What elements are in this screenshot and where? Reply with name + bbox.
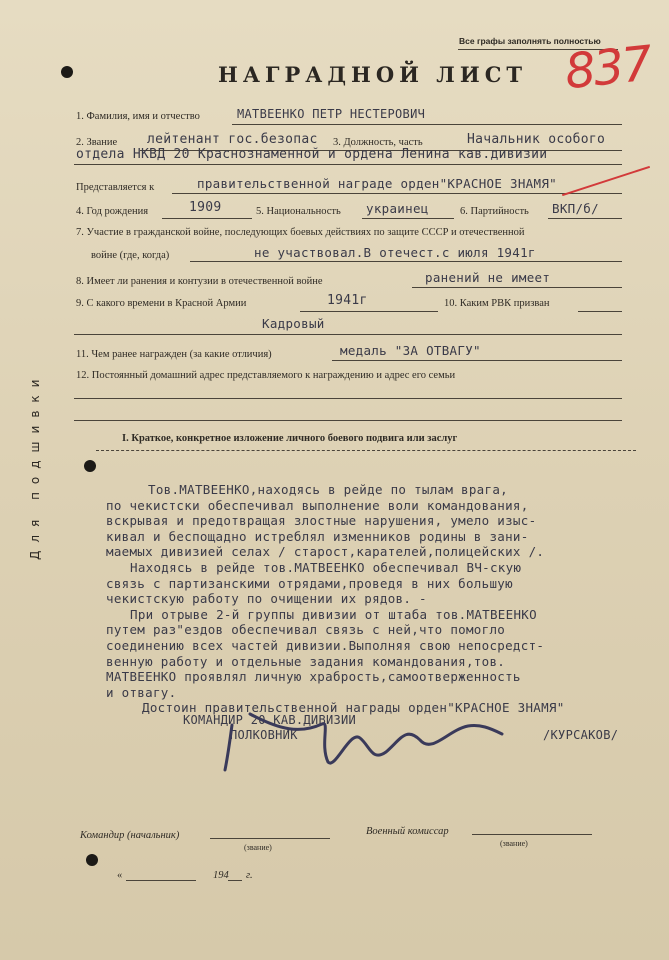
field-3-value-line2: отдела НКВД 20 Краснознаменной и ордена Ленина кав.дивизии: [76, 147, 548, 162]
red-record-number: 837: [562, 35, 654, 101]
commander-rank-label: (звание): [244, 843, 272, 852]
deed-line: путем раз"ездов обеспечивал связь с ней,что помогло: [106, 622, 506, 638]
deed-description: [106, 482, 658, 716]
field-6-line: [548, 218, 622, 219]
commissar-label: Военный комиссар: [366, 826, 449, 837]
commissar-line: [472, 834, 592, 835]
field-11-label: 11. Чем ранее награжден (за какие отличия): [76, 349, 272, 360]
field-7-label-line1: 7. Участие в гражданской войне, последующих боевых действиях по защите СССР и отечественной: [76, 227, 525, 238]
deed-line: связь с партизанскими отрядами,проведя в них большую: [106, 575, 513, 591]
punch-hole-middle: [84, 460, 96, 472]
date-line: [126, 880, 196, 881]
field-4-line: [162, 218, 252, 219]
deed-line: Находясь в рейде тов.МАТВЕЕНКО обеспечивал ВЧ-скую: [130, 559, 522, 575]
field-12-line1: [74, 398, 622, 399]
field-10-label: 10. Каким РВК призван: [444, 298, 550, 309]
deed-line: по чекистски обеспечивал выполнение воли командования,: [106, 497, 529, 513]
date-year-line: [228, 880, 242, 881]
field-3-label: 3. Должность, часть: [333, 137, 423, 148]
field-5-value: украинец: [366, 201, 429, 216]
commissar-rank-label: (звание): [500, 839, 528, 848]
field-6-value: ВКП/б/: [552, 201, 599, 216]
field-11-value: медаль "ЗА ОТВАГУ": [340, 343, 481, 358]
field-8-label: 8. Имеет ли ранения и контузии в отечественной войне: [76, 276, 323, 287]
deed-line: кивал и беспощадно истреблял изменников родины в зани-: [106, 528, 529, 544]
field-2-label: 2. Звание: [76, 137, 118, 148]
deed-line: Достоин правительственной награды орден"КРАСНОЕ ЗНАМЯ": [142, 700, 565, 716]
field-12-line2: [74, 420, 622, 421]
date-suffix: г.: [246, 870, 253, 881]
date-year: 194: [213, 870, 229, 881]
field-9-label: 9. С какого времени в Красной Армии: [76, 298, 247, 309]
deed-line: венную работу и отдельные задания командования,тов.: [106, 653, 506, 669]
signature-title-line1: КОМАНДИР 20 КАВ.ДИВИЗИИ: [183, 713, 357, 727]
field-5-line: [362, 218, 454, 219]
field-7-value: не участвовал.В отечест.с июля 1941г: [254, 245, 536, 260]
field-1-line: [232, 124, 622, 125]
deed-line: При отрыве 2-й группы дивизии от штаба тов.МАТВЕЕНКО: [130, 606, 537, 622]
fill-all-fields-note: Все графы заполнять полностью: [459, 36, 601, 46]
commander-label: Командир (начальник): [80, 830, 180, 841]
deed-line: и отвагу.: [106, 684, 177, 700]
presented-value: правительственной награде орден"КРАСНОЕ ЗНАМЯ": [197, 176, 557, 191]
field-9-value: 1941г: [327, 293, 368, 308]
field-4-value: 1909: [189, 200, 222, 215]
field-3-value-line1: Начальник особого: [467, 132, 606, 147]
commander-line: [210, 838, 330, 839]
deed-line: МАТВЕЕНКО проявлял личную храбрость,самоотверженность: [106, 669, 521, 685]
presented-line: [172, 193, 622, 194]
date-quote: «: [117, 870, 123, 881]
punch-hole-bottom: [86, 854, 98, 866]
field-10-line2: [74, 334, 622, 335]
handwritten-signature: [210, 700, 540, 780]
field-6-label: 6. Партийность: [460, 206, 529, 217]
field-5-label: 5. Национальность: [256, 206, 341, 217]
field-7-label-line2: войне (где, когда): [91, 250, 170, 261]
field-1-label: 1. Фамилия, имя и отчество: [76, 111, 200, 122]
deed-line: чекистскую работу по очищении их рядов. -: [106, 591, 427, 607]
field-3-line: [74, 164, 622, 165]
deed-line: Тов.МАТВЕЕНКО,находясь в рейде по тылам врага,: [148, 482, 508, 497]
signature-title-line2: ПОЛКОВНИК: [230, 728, 298, 742]
section-1-title: I. Краткое, конкретное изложение личного боевого подвига или заслуг: [122, 433, 458, 444]
deed-line: соединению всех частей дивизии.Выполняя свою непосредст-: [106, 637, 545, 653]
field-8-value: ранений не имеет: [425, 270, 551, 285]
field-10-value: Кадровый: [262, 316, 325, 331]
deed-line: вскрывая и предотвращая злостные нарушения, умело изыс-: [106, 513, 537, 529]
deed-line: маемых дивизией селах / старост,карателей,полицейских /.: [106, 544, 545, 560]
field-11-line: [332, 360, 622, 361]
field-7-line: [190, 261, 622, 262]
field-12-label: 12. Постоянный домашний адрес представляемого к награждению и адрес его семьи: [76, 370, 456, 381]
field-4-label: 4. Год рождения: [76, 206, 149, 217]
side-binding-label: Для подшивки: [28, 371, 42, 560]
punch-hole-top: [61, 66, 73, 78]
field-1-value: МАТВЕЕНКО ПЕТР НЕСТЕРОВИЧ: [237, 107, 426, 121]
field-8-line: [412, 287, 622, 288]
field-9-line: [300, 311, 438, 312]
page-title: НАГРАДНОЙ ЛИСТ: [218, 62, 528, 87]
presented-label: Представляется к: [76, 182, 155, 193]
field-10-line: [578, 311, 622, 312]
field-2-value: лейтенант гос.безопас: [147, 132, 318, 147]
section-1-rule: [96, 450, 636, 451]
signature-name: /КУРСАКОВ/: [543, 728, 619, 742]
